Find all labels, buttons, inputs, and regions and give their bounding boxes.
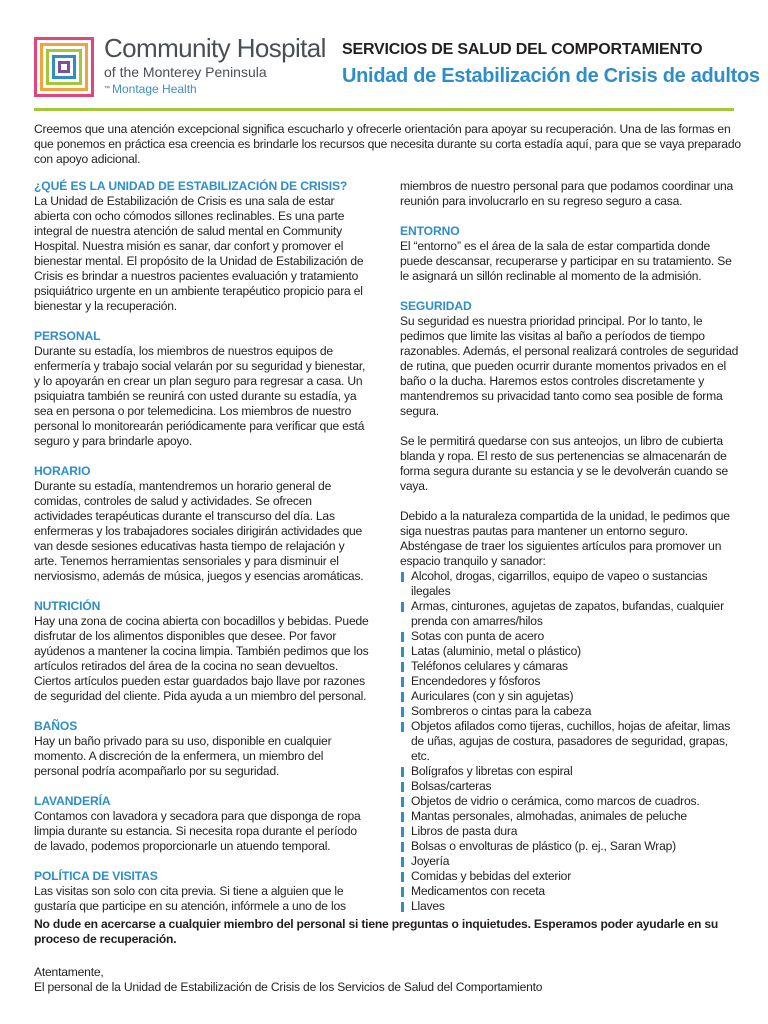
section-environment-title: ENTORNO: [400, 224, 460, 238]
list-item: [400, 884, 740, 899]
signoff-block: [34, 965, 754, 995]
bullet-bar-icon: [401, 602, 404, 612]
list-item: [400, 689, 740, 704]
section-environment: [400, 224, 740, 284]
section-safety-body: Su seguridad es nuestra prioridad principal. Por lo tanto, le pedimos que limite las visitas al baño a períodos de tiempo razonables. Además, el personal realizará controles de seguridad de rutina, que pueden ocurrir durante momentos privados en el baño o la ducha. Haremos estos controles discretamente y mantendremos su privacidad tanto como sea posible de forma segura.: [400, 314, 739, 418]
section-schedule-body: Durante su estadía, mantendremos un horario general de comidas, controles de salud y actividades. Se ofrecen actividades terapéuticas durante el transcurso del día. Las enfermeras y los trabajadores sociales dirigirán actividades que van desde sesiones educativas hasta tiempo de relajación y arte. Tenemos herramientas sensoriales y para disminuir el nerviosismo, además de música, juegos y esencias aromáticas.: [34, 479, 364, 583]
list-item-text: Encendedores y fósforos: [411, 674, 541, 688]
list-item: [400, 644, 740, 659]
list-item-text: Latas (aluminio, metal o plástico): [411, 644, 581, 658]
salutation: Atentamente,: [34, 965, 104, 979]
section-visits-title: POLÍTICA DE VISITAS: [34, 869, 158, 883]
department-title: SERVICIOS DE SALUD DEL COMPORTAMIENTO: [342, 41, 703, 58]
list-item-text: Libros de pasta dura: [411, 824, 518, 838]
belongings-paragraph: Se le permitirá quedarse con sus anteojos, un libro de cubierta blanda y ropa. El resto de sus pertenencias se almacenarán de forma segura durante su estancia y se le devolverán cuando se vaya.: [400, 434, 728, 493]
organization-name: Community Hospital: [104, 33, 326, 63]
section-safety-title: SEGURIDAD: [400, 299, 472, 313]
bullet-bar-icon: [401, 767, 404, 777]
organization-block: [104, 34, 326, 96]
prohibited-items-list: [400, 569, 740, 914]
list-item: [400, 599, 740, 629]
list-item-text: Joyería: [411, 854, 450, 868]
bullet-bar-icon: [401, 782, 404, 792]
document-header: [342, 40, 760, 89]
section-bathrooms: [34, 719, 369, 779]
section-schedule: [34, 464, 369, 584]
list-item-text: Sotas con punta de acero: [411, 629, 545, 643]
list-item: [400, 704, 740, 719]
bullet-bar-icon: [401, 812, 404, 822]
signature: El personal de la Unidad de Estabilización de Crisis de los Servicios de Salud del Comportamiento: [34, 980, 543, 994]
trademark: ™: [104, 86, 110, 92]
list-item: [400, 794, 740, 809]
section-unit: [34, 179, 369, 314]
unit-title: Unidad de Estabilización de Crisis de adultos: [342, 65, 760, 87]
section-laundry-title: LAVANDERÍA: [34, 794, 111, 808]
list-item-text: Bolsas o envolturas de plástico (p. ej., Saran Wrap): [411, 839, 676, 853]
list-item-text: Llaves: [411, 899, 445, 913]
intro-paragraph: Creemos que una atención excepcional significa escucharlo y ofrecerle orientación para apoyar su recuperación. Una de las formas en que ponemos en práctica esa creencia es brindarle los recursos que necesita durante su corta estadía aquí, para que se vaya preparado con apoyo adicional.: [34, 122, 741, 166]
right-column: [400, 179, 740, 914]
closing-paragraph: No dude en acercarse a cualquier miembro del personal si tiene preguntas o inquietudes. Esperamos poder ayudarle en su proceso de recuperación.: [34, 917, 719, 946]
section-schedule-title: HORARIO: [34, 464, 91, 478]
list-item: [400, 899, 740, 914]
bullet-bar-icon: [401, 572, 404, 582]
list-item-text: Armas, cinturones, agujetas de zapatos, bufandas, cualquier prenda con amarres/hilos: [411, 599, 724, 628]
list-item: [400, 629, 740, 644]
section-unit-body: La Unidad de Estabilización de Crisis es una sala de estar abierta con ocho cómodos sillones reclinables. Es una parte integral de nuestra atención de salud mental en Community Hospital. Nuestra misión es sanar, dar confort y promover el bienestar mental. El propósito de la Unidad de Estabilización de Crisis es brindar a nuestros pacientes evaluación y tratamiento psiquiátrico urgente en un ambiente terapéutico propicio para el bienestar y la recuperación.: [34, 194, 364, 313]
bullet-bar-icon: [401, 827, 404, 837]
list-item-text: Teléfonos celulares y cámaras: [411, 659, 568, 673]
left-column: [34, 179, 369, 914]
list-item-text: Bolsas/carteras: [411, 779, 492, 793]
bullet-bar-icon: [401, 902, 404, 912]
list-item-text: Medicamentos con receta: [411, 884, 545, 898]
list-item-text: Bolígrafos y libretas con espiral: [411, 764, 573, 778]
bullet-bar-icon: [401, 677, 404, 687]
bullet-bar-icon: [401, 662, 404, 672]
list-item: [400, 569, 740, 599]
bullet-bar-icon: [401, 692, 404, 702]
organization-brand: [104, 82, 326, 96]
list-item-text: Mantas personales, almohadas, animales de peluche: [411, 809, 687, 823]
section-laundry-body: Contamos con lavadora y secadora para que disponga de ropa limpia durante su estancia. Si necesita ropa durante el período de lavado, podemos proporcionarle un atuendo temporal.: [34, 809, 361, 853]
bullet-bar-icon: [401, 797, 404, 807]
brand-name: Montage Health: [112, 82, 197, 96]
section-laundry: [34, 794, 369, 854]
organization-subtitle: of the Monterey Peninsula: [104, 64, 267, 80]
bullet-bar-icon: [401, 842, 404, 852]
section-nutrition: [34, 599, 369, 704]
hospital-logo: [34, 37, 94, 97]
section-safety: [400, 299, 740, 419]
list-item-text: Comidas y bebidas del exterior: [411, 869, 572, 883]
section-environment-body: El “entorno” es el área de la sala de estar compartida donde puede descansar, recuperarse y participar en su tratamiento. Se le asignará un sillón reclinable al momento de la admisión.: [400, 239, 732, 283]
list-item: [400, 824, 740, 839]
list-item: [400, 809, 740, 824]
list-item-text: Objetos afilados como tijeras, cuchillos, hojas de afeitar, limas de uñas, agujas de costura, pasadores de seguridad, grapas, etc.: [411, 719, 731, 763]
list-item-text: Alcohol, drogas, cigarrillos, equipo de vapeo o sustancias ilegales: [411, 569, 708, 598]
list-item-text: Objetos de vidrio o cerámica, como marcos de cuadros.: [411, 794, 700, 808]
bullet-bar-icon: [401, 887, 404, 897]
bullet-bar-icon: [401, 722, 404, 732]
bullet-bar-icon: [401, 857, 404, 867]
section-unit-title: ¿QUÉ ES LA UNIDAD DE ESTABILIZACIÓN DE CRISIS?: [34, 179, 348, 193]
list-item: [400, 839, 740, 854]
section-bathrooms-body: Hay un baño privado para su uso, disponible en cualquier momento. A discreción de la enfermera, un miembro del personal podría acompañarlo por su seguridad.: [34, 734, 332, 778]
bullet-bar-icon: [401, 707, 404, 717]
section-staff-body: Durante su estadía, los miembros de nuestros equipos de enfermería y trabajo social velarán por su seguridad y bienestar, y lo apoyarán en crear un plan seguro para regresar a casa. Un psiquiatra también se reunirá con usted durante su estadía, ya sea en persona o por telemedicina. Los miembros de nuestro personal lo monitorearán periódicamente para verificar que está seguro y para brindarle apoyo.: [34, 344, 366, 448]
list-item: [400, 719, 740, 764]
list-item: [400, 869, 740, 884]
section-staff-title: PERSONAL: [34, 329, 101, 343]
bullet-bar-icon: [401, 632, 404, 642]
section-visits: [34, 869, 369, 914]
section-visits-body: Las visitas son solo con cita previa. Si tiene a alguien que le gustaría que participe en su atención, infórmele a uno de los: [34, 884, 346, 913]
list-item-text: Sombreros o cintas para la cabeza: [411, 704, 592, 718]
section-staff: [34, 329, 369, 449]
header-divider: [34, 108, 734, 111]
bullet-bar-icon: [401, 647, 404, 657]
list-item: [400, 659, 740, 674]
section-nutrition-title: NUTRICIÓN: [34, 599, 101, 613]
list-item: [400, 854, 740, 869]
list-item: [400, 674, 740, 689]
list-item: [400, 779, 740, 794]
section-visits-continued: miembros de nuestro personal para que podamos coordinar una reunión para involucrarlo en su regreso seguro a casa.: [400, 179, 734, 208]
list-item-text: Auriculares (con y sin agujetas): [411, 689, 574, 703]
section-bathrooms-title: BAÑOS: [34, 719, 78, 733]
list-item: [400, 764, 740, 779]
bullet-bar-icon: [401, 872, 404, 882]
section-nutrition-body: Hay una zona de cocina abierta con bocadillos y bebidas. Puede disfrutar de los alimentos disponibles que desee. Por favor ayúdenos a mantener la cocina limpia. También pedimos que los artículos retirados del área de la cocina no sean devueltos. Ciertos artículos pueden estar guardados bajo llave por razones de seguridad del cliente. Pida ayuda a un miembro del personal.: [34, 614, 369, 703]
prohibited-intro: Debido a la naturaleza compartida de la unidad, le pedimos que siga nuestras pautas para mantener un entorno seguro. Absténgase de traer los siguientes artículos para promover un espacio tranquilo y sanador:: [400, 509, 730, 568]
